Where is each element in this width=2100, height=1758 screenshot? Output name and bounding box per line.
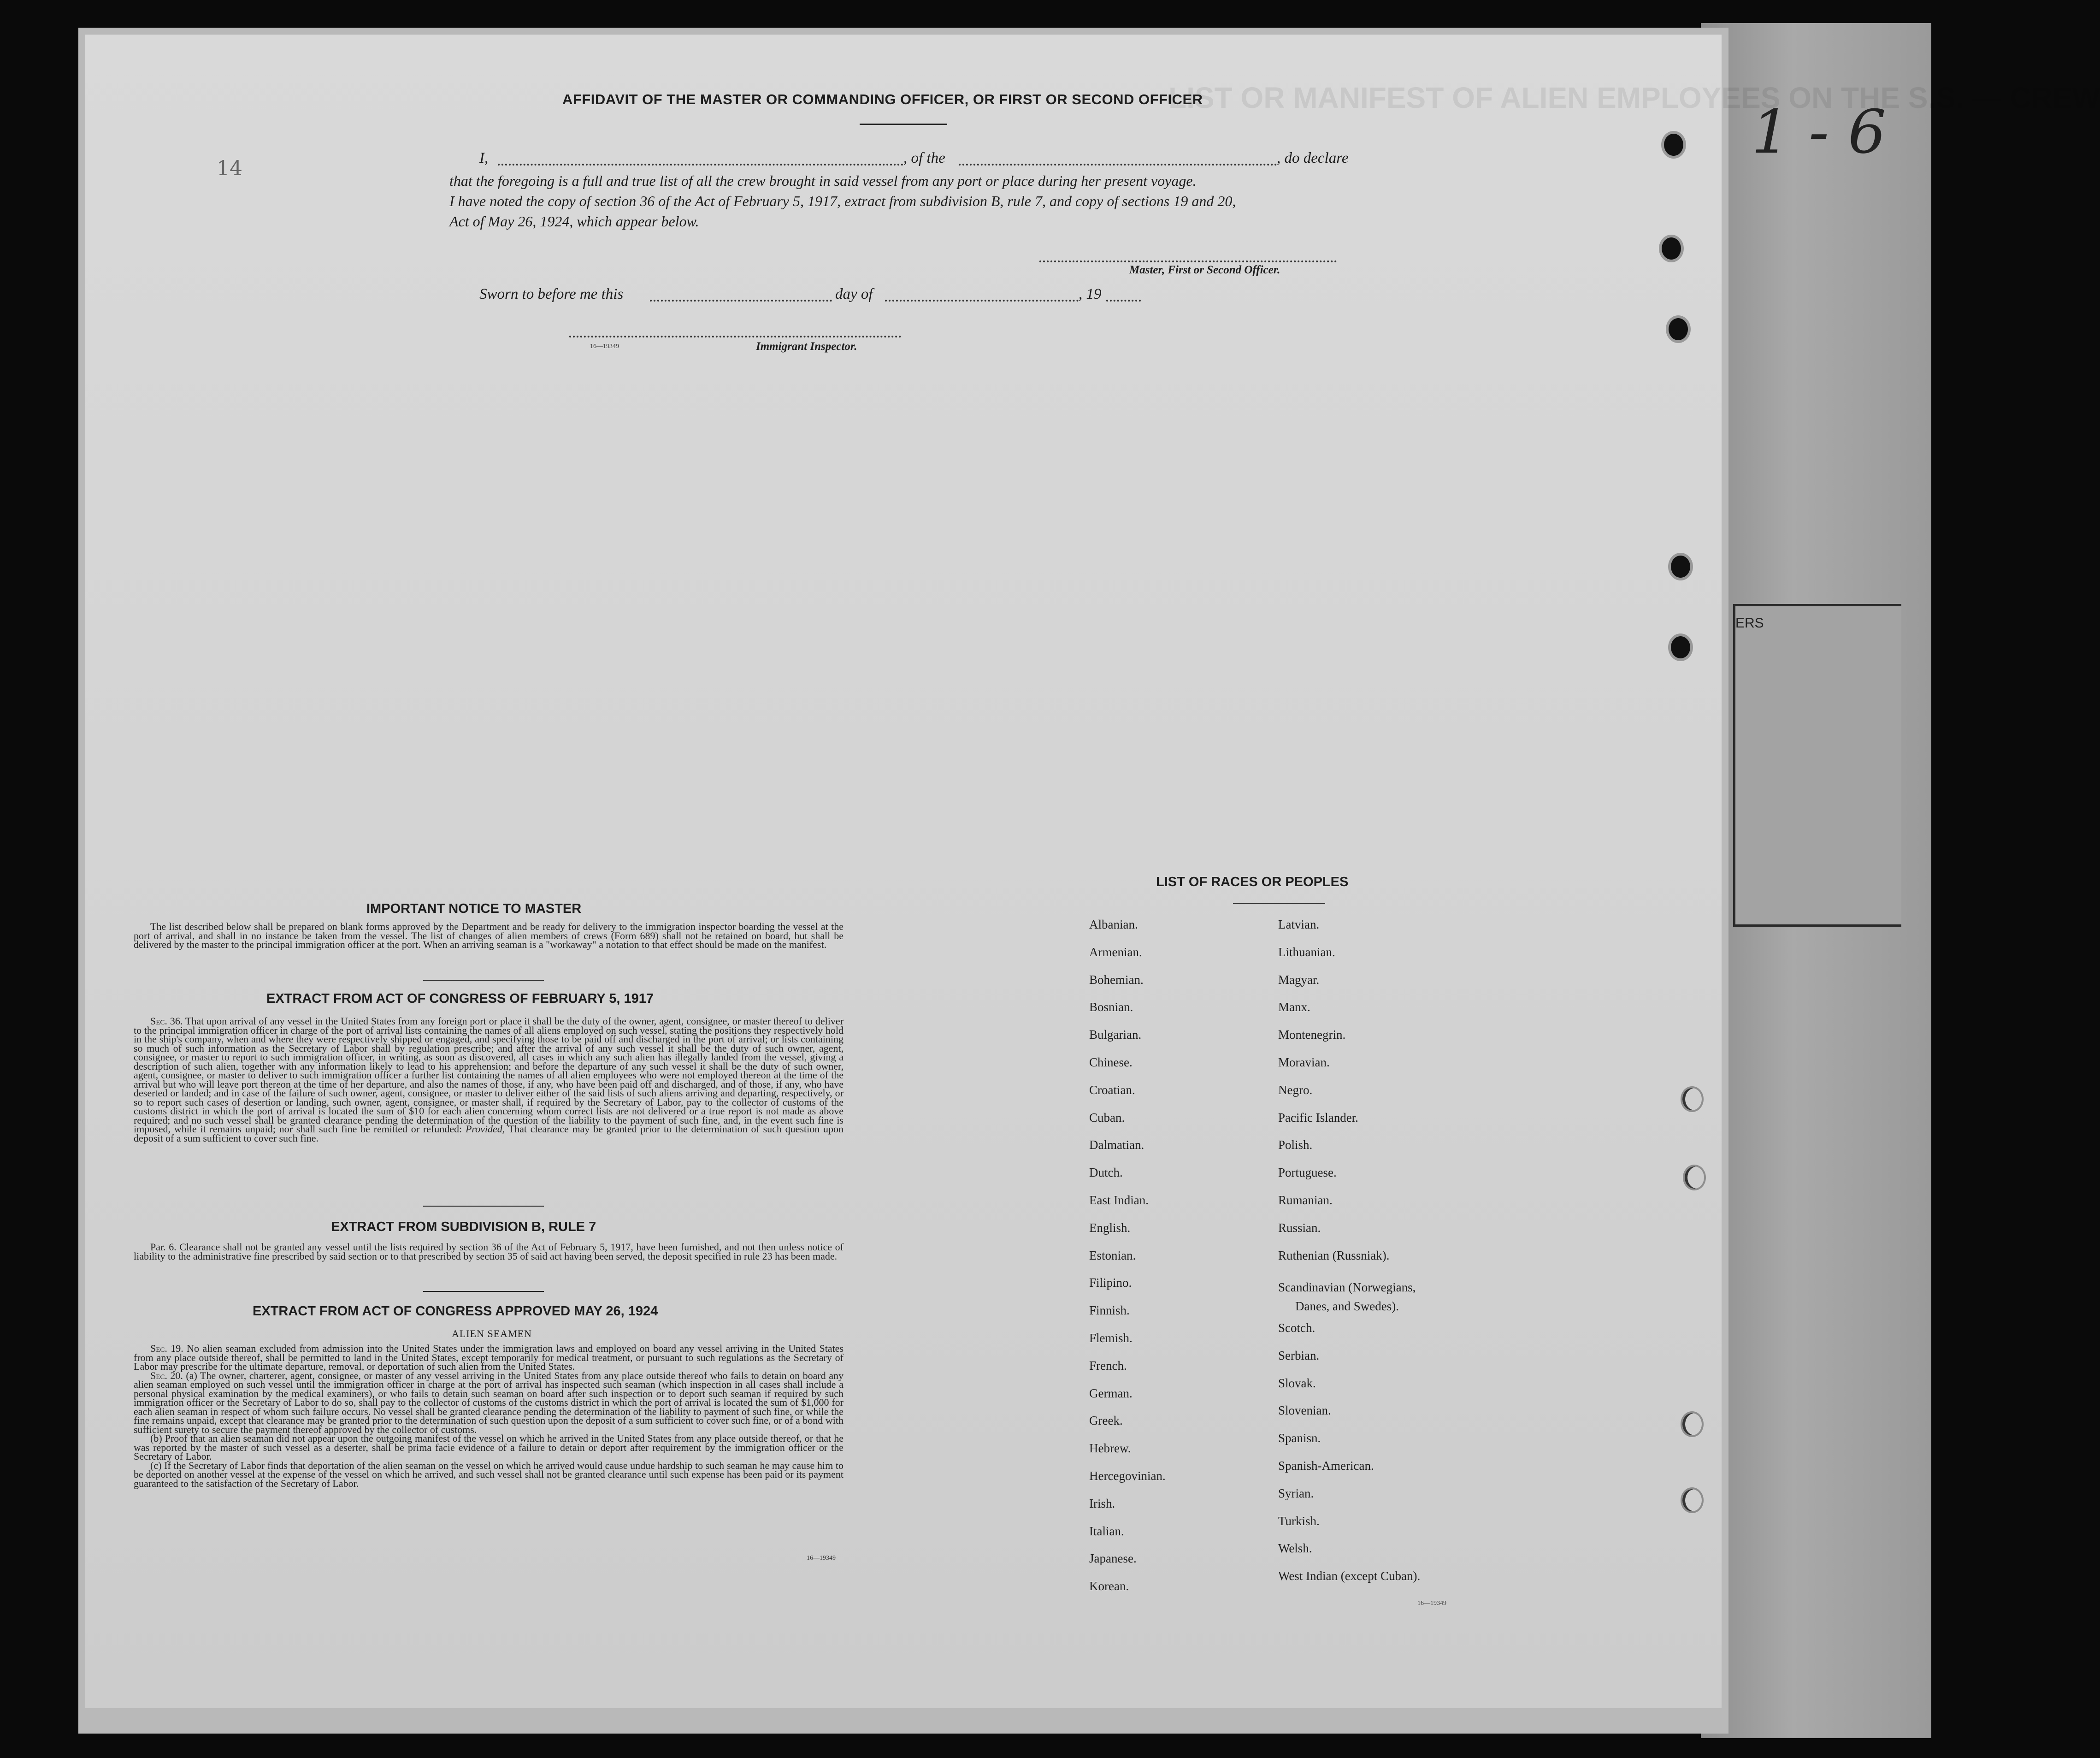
race-item: Armenian. bbox=[1089, 945, 1142, 959]
race-item: Ruthenian (Russniak). bbox=[1278, 1249, 1390, 1262]
race-item: Bosnian. bbox=[1089, 1000, 1133, 1014]
vessel-blank[interactable] bbox=[959, 164, 1277, 166]
race-item: Korean. bbox=[1089, 1579, 1129, 1593]
race-item: East Indian. bbox=[1089, 1193, 1149, 1207]
punch-hole bbox=[1662, 237, 1681, 260]
punch-hole bbox=[1671, 556, 1690, 578]
extract-rule7-title: EXTRACT FROM SUBDIVISION B, RULE 7 bbox=[331, 1219, 596, 1234]
inspector-label: Immigrant Inspector. bbox=[756, 340, 857, 353]
notice-title: IMPORTANT NOTICE TO MASTER bbox=[366, 901, 582, 916]
race-item: West Indian (except Cuban). bbox=[1278, 1569, 1421, 1583]
sworn-prefix: Sworn to before me this bbox=[479, 286, 624, 302]
extract-rule7-body bbox=[134, 1243, 844, 1261]
race-item: Rumanian. bbox=[1278, 1193, 1333, 1207]
section-divider bbox=[423, 1291, 544, 1292]
declare-i: I, bbox=[479, 150, 489, 166]
section-label: Sec. 19. bbox=[150, 1343, 183, 1354]
race-item: Lithuanian. bbox=[1278, 945, 1335, 959]
race-item: Italian. bbox=[1089, 1524, 1124, 1538]
proviso-label: Provided, bbox=[465, 1123, 505, 1135]
race-item: English. bbox=[1089, 1221, 1131, 1235]
affidavit-title: AFFIDAVIT OF THE MASTER OR COMMANDING OFFICER, OR FIRST OR SECOND OFFICER bbox=[562, 91, 1203, 107]
form-code: 16—19349 bbox=[590, 343, 619, 350]
section-text: (c) If the Secretary of Labor finds that deportation of the alien seaman on the vessel on which he arrived would cause undue hardship to such seaman he may cause him to be deported on another vessel at the expense of the vessel on which he arrived, and such vessel shall not be granted clearance until such expense has been paid or its payment guaranteed to the satisfaction of the Secretary of Labor. bbox=[134, 1459, 844, 1489]
race-item: Croatian. bbox=[1089, 1083, 1135, 1097]
section-label: Sec. 20. bbox=[150, 1369, 183, 1381]
race-item: Japanese. bbox=[1089, 1551, 1137, 1565]
race-item: French. bbox=[1089, 1359, 1127, 1373]
race-item: Cuban. bbox=[1089, 1111, 1125, 1125]
section-text: (b) Proof that an alien seaman did not appear upon the outgoing manifest of the vessel on which he arrived in the United States from any place outside thereof, or that he was reported by the master of such vessel as a deserter, shall be prima facie evidence of a failure to detain or deport after requirement by the immigration officer or the Secretary of Labor. bbox=[134, 1432, 844, 1462]
race-item: Negro. bbox=[1278, 1083, 1313, 1097]
punch-hole bbox=[1682, 1088, 1702, 1110]
race-item: Scotch. bbox=[1278, 1321, 1315, 1335]
race-item: German. bbox=[1089, 1386, 1133, 1400]
sworn-year: , 19 bbox=[1079, 286, 1102, 302]
extract-1924-title: EXTRACT FROM ACT OF CONGRESS APPROVED MAY 26, 1924 bbox=[253, 1304, 658, 1319]
form-code: 16—19349 bbox=[807, 1555, 836, 1562]
section-text: (a) The owner, charterer, agent, consignee, or master of any vessel arriving in the United States from any place outside thereof who fails to detain on board any alien seaman employed on such vessel until the immigration officer in charge at the port of arrival has inspected such seaman (which inspection in all cases shall include a personal physical examination by the medical examiners), or who fails to detain such seaman on board after such inspection or to deport such seaman if required by such immigration officer or the Secretary of Labor to do so, shall pay to the collector of customs of the customs district in which the port of arrival is located the sum of $1,000 for each alien seaman in respect of whom such failure occurs. No vessel shall be granted clearance pending the determination of the liability to payment of such fine, or while the fine remains unpaid, except that clearance may be granted prior to the determination of such question upon the deposit of a sum sufficient to cover such fine, or of a bond with sufficient surety to secure the payment thereof approved by the collector of customs. bbox=[134, 1369, 844, 1435]
underlying-form-box bbox=[1733, 604, 1901, 927]
race-item-continuation: Danes, and Swedes). bbox=[1295, 1299, 1399, 1313]
sworn-day-blank[interactable] bbox=[650, 300, 832, 302]
declare-do-declare: , do declare bbox=[1277, 150, 1349, 166]
form-code: 16—19349 bbox=[1417, 1600, 1446, 1607]
notice-body bbox=[134, 922, 844, 949]
affidavit-body bbox=[449, 171, 1355, 231]
race-item: Filipino. bbox=[1089, 1276, 1132, 1290]
race-item: Albanian. bbox=[1089, 917, 1138, 931]
race-item: Scandinavian (Norwegians, bbox=[1278, 1280, 1416, 1294]
race-item: Estonian. bbox=[1089, 1249, 1136, 1262]
punch-hole bbox=[1682, 1489, 1702, 1511]
race-item: Hercegovinian. bbox=[1089, 1469, 1166, 1483]
race-item: Montenegrin. bbox=[1278, 1028, 1346, 1042]
handwritten-page-number: 1 - 6 bbox=[1752, 97, 1886, 167]
affidavit-line: Act of May 26, 1924, which appear below. bbox=[449, 213, 699, 230]
section-divider bbox=[423, 980, 544, 981]
punch-hole bbox=[1664, 134, 1683, 156]
master-signature-label: Master, First or Second Officer. bbox=[1129, 264, 1280, 276]
race-item: Welsh. bbox=[1278, 1541, 1312, 1555]
section-label: Sec. 36. bbox=[150, 1015, 183, 1027]
handwritten-folio: 14 bbox=[217, 157, 242, 180]
section-text: No alien seaman excluded from admission into the United States under the immigration laws and employed on board any vessel arriving in the United States from any place outside thereof, shall be permitted to land in the United States, except temporarily for medical treatment, or pursuant to such regulations as the Secretary of Labor may prescribe for the ultimate departure, removal, or deportation of such alien from the United States. bbox=[134, 1343, 844, 1372]
punch-hole bbox=[1669, 318, 1688, 340]
name-blank[interactable] bbox=[498, 164, 903, 166]
race-item: Dalmatian. bbox=[1089, 1138, 1144, 1152]
race-item: Polish. bbox=[1278, 1138, 1313, 1152]
race-item: Bulgarian. bbox=[1089, 1028, 1142, 1042]
section-divider bbox=[423, 1206, 544, 1207]
underlying-page-text: ERS bbox=[1735, 616, 1764, 631]
race-item: Dutch. bbox=[1089, 1166, 1123, 1179]
race-item: Spanisn. bbox=[1278, 1431, 1321, 1445]
punch-hole bbox=[1685, 1166, 1704, 1189]
declare-of-the: , of the bbox=[903, 150, 945, 166]
extract-1917-body bbox=[134, 1017, 844, 1142]
sworn-day-of: day of bbox=[835, 286, 873, 302]
notice-text: The list described below shall be prepared on blank forms approved by the Department and be ready for delivery to the immigration inspector boarding the vessel at the port of arrival, and shall in no instance be taken from the vessel. The list of changes of alien members of crews (Form 689) shall not be retained on board, but shall be delivered by the master to the principal immigration officer at the port. When an arriving seaman is a "workaway" a notation to that effect should be made on the manifest. bbox=[134, 921, 844, 950]
extract-1924-subtitle: ALIEN SEAMEN bbox=[452, 1328, 532, 1339]
affidavit-line: I have noted the copy of section 36 of the Act of February 5, 1917, extract from subdivision B, rule 7, and copy of sections 19 and 20, bbox=[449, 193, 1236, 209]
race-item: Greek. bbox=[1089, 1414, 1123, 1427]
race-item: Slovak. bbox=[1278, 1376, 1316, 1390]
race-item: Latvian. bbox=[1278, 917, 1320, 931]
race-item: Chinese. bbox=[1089, 1055, 1133, 1069]
race-item: Spanish-American. bbox=[1278, 1459, 1374, 1473]
race-item: Pacific Islander. bbox=[1278, 1111, 1358, 1125]
race-item: Moravian. bbox=[1278, 1055, 1330, 1069]
race-item: Manx. bbox=[1278, 1000, 1310, 1014]
punch-hole bbox=[1671, 636, 1690, 658]
punch-hole bbox=[1682, 1413, 1702, 1435]
race-item: Hebrew. bbox=[1089, 1441, 1131, 1455]
sworn-month-blank[interactable] bbox=[885, 300, 1079, 302]
race-item: Irish. bbox=[1089, 1497, 1115, 1510]
race-item: Portuguese. bbox=[1278, 1166, 1337, 1179]
sworn-year-blank[interactable] bbox=[1106, 300, 1141, 302]
races-title: LIST OF RACES OR PEOPLES bbox=[1156, 875, 1349, 889]
inspector-signature-line[interactable] bbox=[569, 336, 901, 337]
title-rule bbox=[1233, 903, 1325, 904]
extract-1917-title: EXTRACT FROM ACT OF CONGRESS OF FEBRUARY 5, 1917 bbox=[266, 991, 654, 1006]
extract-1924-body bbox=[134, 1344, 844, 1488]
race-item: Syrian. bbox=[1278, 1486, 1314, 1500]
race-item: Serbian. bbox=[1278, 1349, 1320, 1362]
race-item: Turkish. bbox=[1278, 1514, 1320, 1528]
master-signature-line[interactable] bbox=[1039, 260, 1337, 262]
proviso-text: That clearance may be granted prior to the determination of such question upon deposit of a sum sufficient to cover such fine. bbox=[134, 1123, 844, 1144]
race-item: Finnish. bbox=[1089, 1303, 1130, 1317]
section-text: That upon arrival of any vessel in the United States from any foreign port or place it shall be the duty of the owner, agent, consignee, or master thereof to deliver to the principal immigration officer in charge of the port of arrival lists containing the names of all aliens employed on such vessel, stating the positions they respectively hold in the ship's company, when and where they were respectively shipped or engaged, and specifying those to be paid off and discharged in the port of arrival; or lists containing so much of such information as the Secretary of Labor shall by regulation prescribe; and after the arrival of any such vessel it shall be the duty of such owner, agent, consignee, or master to report to such immigration officer, in writing, as soon as discovered, all cases in which any such alien has illegally landed from the vessel, giving a description of such alien, together with any information likely to lead to his apprehension; and before the departure of any such vessel it shall be the duty of such owner, agent, consignee, or master to deliver to such immigration officer a further list containing the names of all alien employees who were not employed thereon at the time of the arrival but who will leave port thereon at the time of her departure, and also the names of those, if any, who have been paid off and discharged, and of those, if any, who have deserted or landed; and in case of the failure of such owner, agent, consignee, or master to deliver either of the said lists of such aliens arriving and departing, respectively, or so to report such cases of desertion or landing, such owner, agent, consignee, or master shall, if required by the Secretary of Labor, pay to the collector of customs of the customs district in which the port of arrival is located the sum of $10 for each alien concerning whom correct lists are not delivered or a true report is not made as above required; and no such vessel shall be granted clearance pending the determination of the question of the liability to the payment of such fine, and, in the event such fine is imposed, while it remains unpaid; nor shall such fine be remitted or refunded: bbox=[134, 1015, 844, 1135]
race-item: Bohemian. bbox=[1089, 973, 1144, 987]
affidavit-line: that the foregoing is a full and true list of all the crew brought in said vessel from any port or place during her present voyage. bbox=[449, 172, 1197, 189]
race-item: Flemish. bbox=[1089, 1331, 1133, 1345]
rule7-text: Par. 6. Clearance shall not be granted any vessel until the lists required by section 36 of the Act of February 5, 1917, have been furnished, and not then unless notice of liability to the administrative fine prescribed by said section or to that prescribed by section 35 of said act having been served, the deposit specified in rule 23 has been made. bbox=[134, 1241, 844, 1262]
title-rule bbox=[860, 124, 947, 125]
race-item: Slovenian. bbox=[1278, 1403, 1331, 1417]
race-item: Magyar. bbox=[1278, 973, 1320, 987]
race-item: Russian. bbox=[1278, 1221, 1321, 1235]
bleed-through: LIST OR MANIFEST OF ALIEN EMPLOYEES ON THE S.S. — CREW bbox=[1168, 81, 2100, 114]
